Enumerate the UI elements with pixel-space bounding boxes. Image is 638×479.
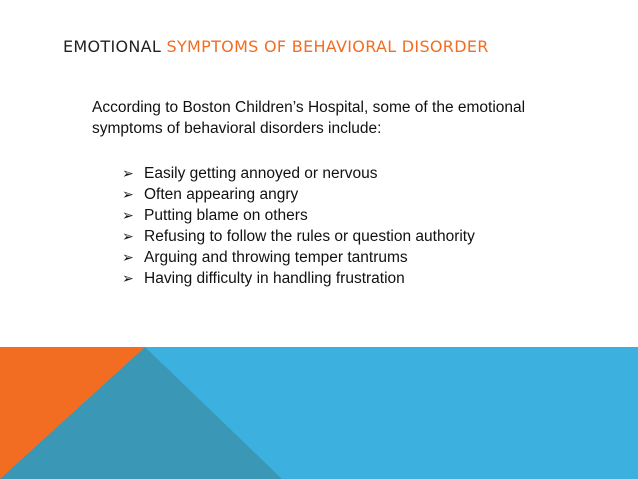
list-item xyxy=(122,247,475,268)
list-item-text: Putting blame on others xyxy=(144,207,308,224)
arrow-bullet-icon: ➢ xyxy=(122,165,134,181)
list-item-text: Easily getting annoyed or nervous xyxy=(144,165,378,182)
title-highlight: SYMPTOMS OF BEHAVIORAL DISORDER xyxy=(166,37,489,56)
arrow-bullet-icon: ➢ xyxy=(122,207,134,223)
symptom-list xyxy=(122,163,475,289)
list-item xyxy=(122,268,475,289)
list-item-text: Having difficulty in handling frustration xyxy=(144,270,405,287)
intro-paragraph: According to Boston Children’s Hospital, some of the emotional symptoms of behavioral disorders include: xyxy=(92,99,526,137)
list-item xyxy=(122,184,475,205)
slide-title xyxy=(63,37,489,56)
arrow-bullet-icon: ➢ xyxy=(122,270,134,286)
title-prefix: EMOTIONAL xyxy=(63,37,162,56)
footer-decoration xyxy=(0,347,638,479)
arrow-bullet-icon: ➢ xyxy=(122,228,134,244)
list-item-text: Arguing and throwing temper tantrums xyxy=(144,249,408,266)
list-item-text: Often appearing angry xyxy=(144,186,299,203)
arrow-bullet-icon: ➢ xyxy=(122,249,134,265)
list-item-text: Refusing to follow the rules or question authority xyxy=(144,228,475,245)
list-item xyxy=(122,205,475,226)
arrow-bullet-icon: ➢ xyxy=(122,186,134,202)
list-item xyxy=(122,163,475,184)
list-item xyxy=(122,226,475,247)
